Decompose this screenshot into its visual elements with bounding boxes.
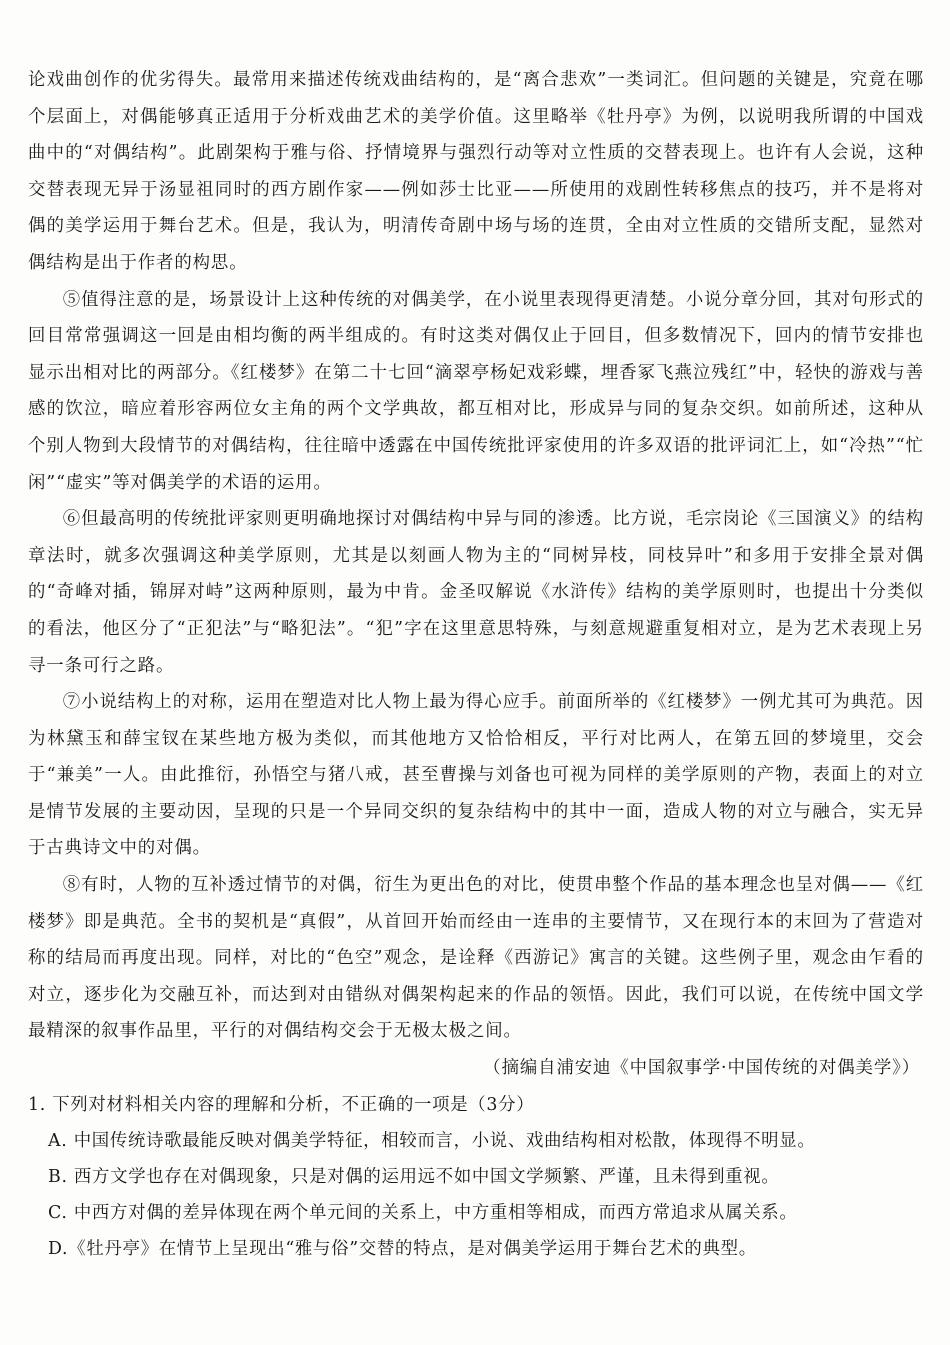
paragraph-5: ⑤值得注意的是，场景设计上这种传统的对偶美学，在小说里表现得更清楚。小说分章分回，其对句形式的回目常常强调这一回是由相均衡的两半组成的。有时这类对偶仅止于回目，但多数情况下，回内的情节安排也显示出相对比的两部分。《红楼梦》在第二十七回“滴翠亭杨妃戏彩蝶，埋香冢飞燕泣残红”中，轻快的游戏与善感的饮泣，暗应着形容两位女主角的两个文学典故，都互相对比，形成异与同的复杂交织。如前所述，这种从个别人物到大段情节的对偶结构，往往暗中透露在中国传统批评家使用的许多双语的批评词汇上，如“冷热”“忙闲”“虚实”等对偶美学的术语的运用。 <box>28 289 924 493</box>
source-citation: （摘编自浦安迪《中国叙事学·中国传统的对偶美学》） <box>483 1058 920 1079</box>
option-a: A. 中国传统诗歌最能反映对偶美学特征，相较而言，小说、戏曲结构相对松散，体现得不明显。 <box>48 1130 816 1151</box>
paragraph-6: ⑥但最高明的传统批评家则更明确地探讨对偶结构中异与同的渗透。比方说，毛宗岗论《三国演义》的结构章法时，就多次强调这种美学原则，尤其是以刻画人物为主的“同树异枝，同枝异叶”和多用于安排全景对偶的“奇峰对插，锦屏对峙”这两种原则，最为中肯。金圣叹解说《水浒传》结构的美学原则时，也提出十分类似的看法，他区分了“正犯法”与“略犯法”。“犯”字在这里意思特殊，与刻意规避重复相对立，是为艺术表现上另寻一条可行之路。 <box>28 509 924 676</box>
paragraph-7: ⑦小说结构上的对称，运用在塑造对比人物上最为得心应手。前面所举的《红楼梦》一例尤其可为典范。因为林黛玉和薛宝钗在某些地方极为类似，而其他地方又恰恰相反，平行对比两人，在第五回的梦境里，交会于“兼美”一人。由此推衍，孙悟空与猪八戒，甚至曹操与刘备也可视为同样的美学原则的产物，表面上的对立是情节发展的主要动因，呈现的只是一个异同交织的复杂结构中的其中一面，造成人物的对立与融合，实无异于古典诗文中的对偶。 <box>28 692 924 859</box>
option-c: C. 中西方对偶的差异体现在两个单元间的关系上，中方重相等相成，而西方常追求从属关系。 <box>48 1202 798 1223</box>
passage-area <box>28 62 924 1267</box>
option-d: D.《牡丹亭》在情节上呈现出“雅与俗”交替的特点，是对偶美学运用于舞台艺术的典型。 <box>48 1238 757 1259</box>
paragraph-8: ⑧有时，人物的互补透过情节的对偶，衍生为更出色的对比，使贯串整个作品的基本理念也呈对偶——《红楼梦》即是典范。全书的契机是“真假”，从首回开始而经由一连串的主要情节，又在现行本的末回为了营造对称的结局而再度出现。同样，对比的“色空”观念，是诠释《西游记》寓言的关键。这些例子里，观念由乍看的对立，逐步化为交融互补，而达到对由错纵对偶架构起来的作品的领悟。因此，我们可以说，在传统中国文学最精深的叙事作品里，平行的对偶结构交会于无极太极之间。 <box>28 875 924 1042</box>
paragraph-4-continuation: 论戏曲创作的优劣得失。最常用来描述传统戏曲结构的，是“离合悲欢”一类词汇。但问题的关键是，究竟在哪个层面上，对偶能够真正适用于分析戏曲艺术的美学价值。这里略举《牡丹亭》为例，以说明我所谓的中国戏曲中的“对偶结构”。此剧架构于雅与俗、抒情境界与强烈行动等对立性质的交替表现上。也许有人会说，这种交替表现无异于汤显祖同时的西方剧作家——例如莎士比亚——所使用的戏剧性转移焦点的技巧，并不是将对偶的美学运用于舞台艺术。但是，我认为，明清传奇剧中场与场的连贯，全由对立性质的交错所支配，显然对偶结构是出于作者的构思。 <box>28 70 924 273</box>
question-1 <box>28 1087 924 1267</box>
question-stem: 1. 下列对材料相关内容的理解和分析，不正确的一项是（3分） <box>28 1094 535 1115</box>
option-b: B. 西方文学也存在对偶现象，只是对偶的运用远不如中国文学频繁、严谨，且未得到重视。 <box>48 1166 780 1187</box>
